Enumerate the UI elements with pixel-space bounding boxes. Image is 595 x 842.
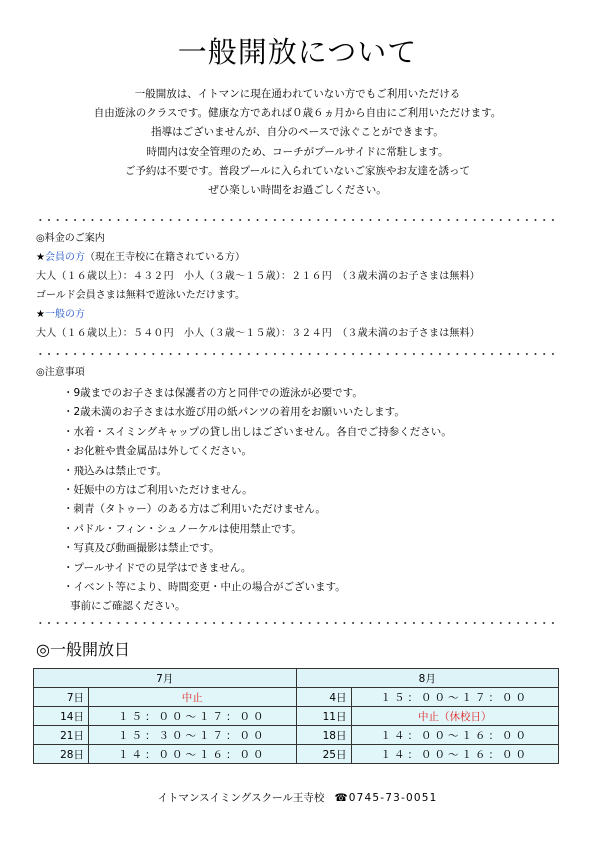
time-cell-cancelled: 中止	[89, 688, 297, 707]
note-item: ・妊娠中の方はご利用いただけません。	[63, 483, 253, 496]
note-item: ・飛込みは禁止です。	[63, 464, 168, 477]
phone-number	[334, 792, 437, 804]
date-cell: 21日	[34, 726, 89, 745]
time-cell: １５：３０～１７：００	[89, 726, 297, 745]
date-cell: 18日	[296, 726, 351, 745]
note-item: ・9歳までのお子さまは保護者の方と同伴での遊泳が必要です。	[63, 387, 363, 399]
time-cell: １５：００～１７：００	[351, 688, 559, 707]
table-row	[34, 745, 559, 764]
dotted-divider	[36, 622, 556, 624]
member-price: 大人（１６歳以上）：４３２円 小人（３歳～１５歳）：２１６円 （３歳未満のお子さまは無料）	[36, 271, 480, 282]
note-item: ・2歳未満のお子さまは水遊び用の紙パンツの着用をお願いいたします。	[63, 406, 405, 419]
table-header-row	[34, 669, 559, 688]
member-note: （現在王寺校に在籍されている方）	[84, 252, 245, 263]
intro-line: 時間内は安全管理のため、コーチがプールサイドに常駐します。	[146, 145, 449, 158]
time-cell: １５：００～１７：００	[89, 707, 297, 726]
intro-line: ご予約は不要です。普段プールに入られていないご家族やお友達を誘って	[124, 164, 471, 177]
note-item: ・イベント等により、時間変更・中止の場合がございます。	[63, 580, 346, 593]
page-title: 一般開放について	[177, 35, 418, 69]
star-icon: ★	[36, 252, 45, 263]
fees-heading: ◎料金のご案内	[36, 233, 105, 244]
date-cell: 11日	[296, 707, 351, 726]
table-row	[34, 707, 559, 726]
school-name: イトマンスイミングスクール王寺校	[157, 792, 325, 804]
general-label: 一般の方	[44, 309, 85, 320]
general-price: 大人（１６歳以上）：５４０円 小人（３歳～１５歳）：３２４円 （３歳未満のお子さまは無料）	[36, 328, 480, 339]
date-cell: 14日	[34, 707, 89, 726]
member-heading	[36, 248, 480, 267]
footer-contact	[0, 790, 595, 805]
dotted-divider	[36, 353, 556, 355]
notes-heading: ◎注意事項	[36, 367, 85, 378]
intro-line: 一般開放は、イトマンに現在通われていない方でもご利用いただける	[134, 88, 461, 100]
notes-list	[63, 384, 452, 617]
intro-line: 指導はございませんが、自分のペースで泳ぐことができます。	[151, 126, 444, 139]
time-cell: １４：００～１６：００	[351, 745, 559, 764]
note-item: ・水着・スイミングキャップの貸し出しはございません。各自でご持参ください。	[63, 425, 452, 438]
phone-number-text: 0745-73-0051	[348, 792, 438, 804]
table-row	[34, 688, 559, 707]
general-heading	[36, 305, 480, 324]
table-row	[34, 726, 559, 745]
month-header: 7月	[34, 669, 297, 688]
gold-member-note: ゴールド会員さまは無料で遊泳いただけます。	[36, 290, 245, 301]
note-item: ・写真及び動画撮影は禁止です。	[63, 542, 220, 555]
note-continuation: 事前にご確認ください。	[70, 600, 186, 613]
star-icon: ★	[36, 309, 45, 320]
phone-icon: ☎	[334, 792, 349, 804]
month-header: 8月	[296, 669, 559, 688]
schedule-heading: ◎一般開放日	[36, 640, 130, 659]
schedule-table	[33, 668, 559, 764]
date-cell: 4日	[296, 688, 351, 707]
note-item: ・パドル・フィン・シュノーケルは使用禁止です。	[63, 522, 302, 535]
time-cell: １４：００～１６：００	[351, 726, 559, 745]
note-item: ・刺青（タトゥー）のある方はご利用いただけません。	[63, 503, 326, 516]
member-label: 会員の方	[44, 252, 85, 263]
date-cell: 25日	[296, 745, 351, 764]
intro-text	[40, 85, 555, 200]
intro-line: ぜひ楽しい時間をお過ごしください。	[208, 184, 387, 197]
note-item: ・お化粧や貴金属品は外してください。	[63, 445, 252, 458]
date-cell: 7日	[34, 688, 89, 707]
intro-line: 自由遊泳のクラスです。健康な方であれば０歳６ヵ月から自由にご利用いただけます。	[93, 107, 502, 120]
time-cell: １４：００～１６：００	[89, 745, 297, 764]
date-cell: 28日	[34, 745, 89, 764]
dotted-divider	[36, 219, 556, 221]
fees-section	[36, 229, 480, 343]
time-cell-cancelled: 中止（休校日）	[351, 707, 559, 726]
note-item: ・プールサイドでの見学はできません。	[63, 561, 252, 574]
